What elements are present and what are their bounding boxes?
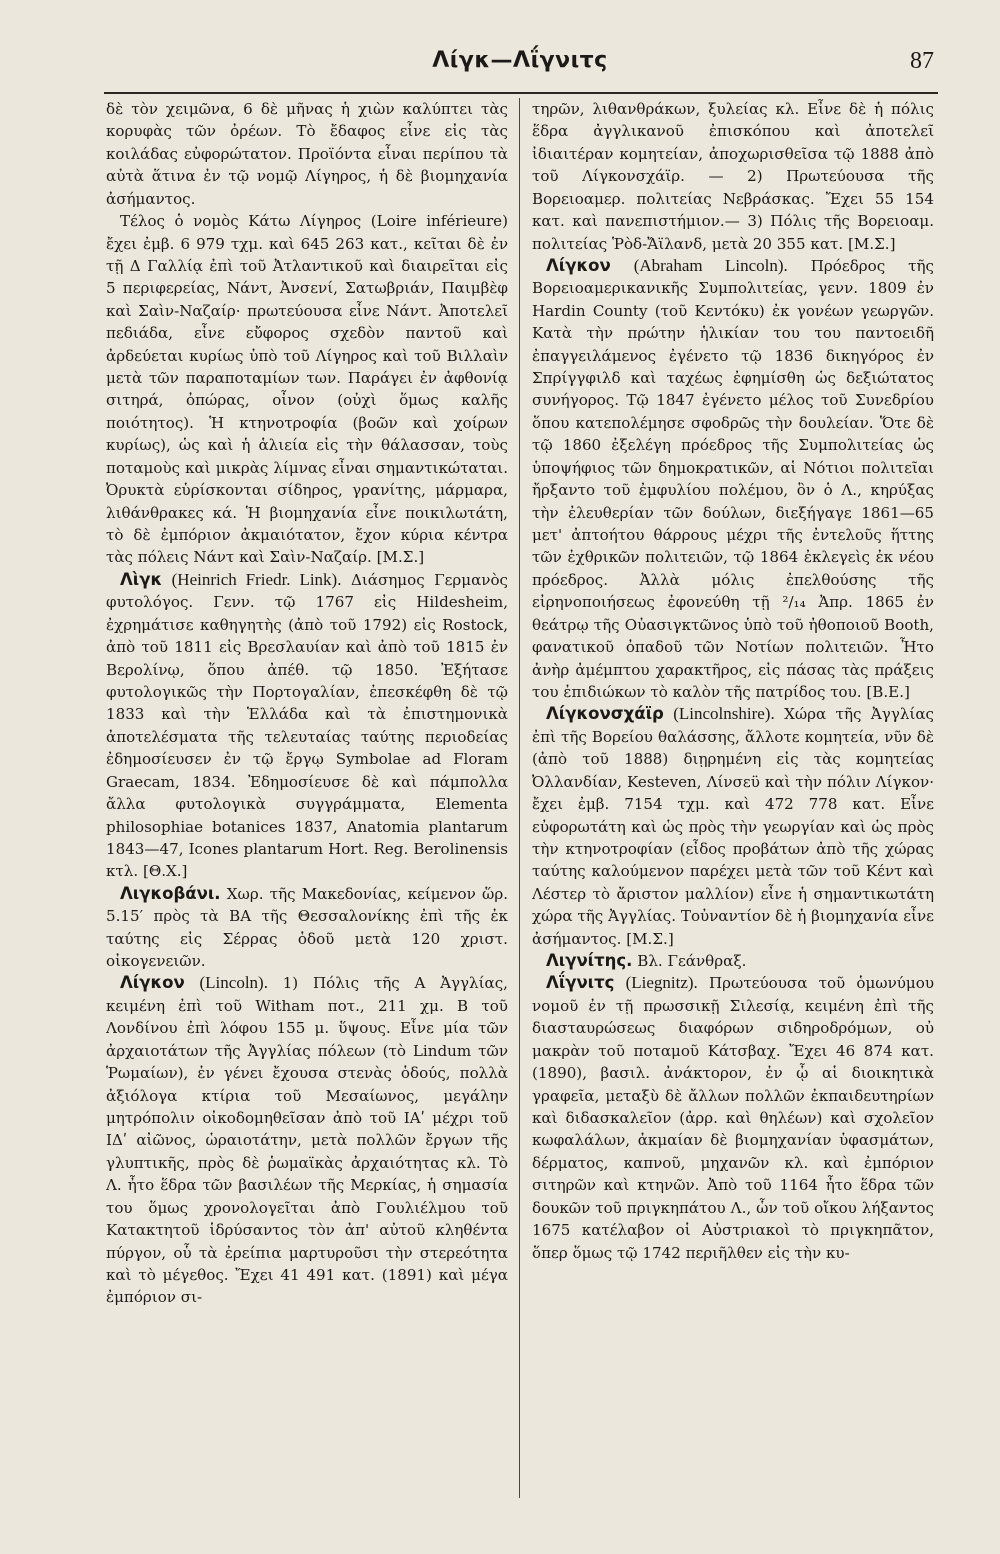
entry-headword: Λίγκον — [546, 255, 611, 275]
entry-text: Χώρα τῆς Ἀγγλίας ἐπὶ τῆς Βορείου θαλάσσης, ἄλλοτε κομητεία, νῦν δὲ (ἀπὸ τοῦ 1888) διῃρημένη εἰς τὰς κομητείας Ὀλλανδίαν, Kesteven, Λίνσεϋ καὶ τὴν πόλιν Λίγκον· ἔχει ἐμβ. 7154 τχμ. καὶ 472 778 κατ. Εἶνε εὐφορωτάτη καὶ ὡς πρὸς τὴν γεωργίαν καὶ ὡς πρὸς τὴν κτηνοτροφίαν (εἶδος προβάτων ἀπὸ τῆς χώρας ταύτης καλούμενον παρέχει μετὰ τῶν τοῦ Κέντ καὶ Λέστερ τὸ ἄριστον μαλλίον) εἶνε ἡ σημαντικωτάτη χώρα τῆς Ἀγγλίας. Τοὐναντίον δὲ ἡ βιομηχανία εἶνε ἀσήμαντος. [Μ.Σ.] — [532, 705, 934, 948]
entry-headword: Λιγκοβάνι. — [120, 883, 221, 903]
entry-latin-name: (Lincolnshire). — [673, 704, 775, 724]
entry-loire-inferieure: Τέλος ὁ νομὸς Κάτω Λίγηρος (Loire inférieure) ἔχει ἐμβ. 6 979 τχμ. καὶ 645 263 κατ., κεῖται δὲ ἐν τῇ Δ Γαλλίᾳ ἐπὶ τοῦ Ἀτλαντικοῦ καὶ διαιρεῖται εἰς 5 περιφερείας, Νάντ, Ἀνσενί, Σατωβριάν, Παιμβὲφ καὶ Σαὶν-Ναζαίρ· πρωτεύουσα εἶνε Νάντ. Ἀποτελεῖ πεδιάδα, εἶνε εὔφορος σχεδὸν παντοῦ καὶ ἀρδεύεται κυρίως ὑπὸ τοῦ Λίγηρος καὶ τοῦ Βιλλαὶν μετὰ τῶν παραποταμίων των. Παράγει ἐν ἀφθονίᾳ σιτηρά, ὀπώρας, οἶνον (οὐχὶ ὅμως καλῆς ποιότητος). Ἡ κτηνοτροφία (βοῶν καὶ χοίρων κυρίως), ὡς καὶ ἡ ἁλιεία εἰς τὴν θάλασσαν, τοὺς ποταμοὺς καὶ μικρὰς λίμνας εἶναι σημαντικώταται. Ὀρυκτὰ εὑρίσκονται σίδηρος, γρανίτης, μάρμαρα, λιθάνθρακες κά. Ἡ βιομηχανία εἶνε ποικιλωτάτη, τὸ δὲ ἐμπόριον ἀκμαιότατον, ἔχον κύρια κέντρα τὰς πόλεις Νάντ καὶ Σαὶν-Ναζαίρ. [Μ.Σ.] — [106, 212, 508, 567]
entry-headword: Λιγνίτης. — [546, 951, 633, 971]
entry-ligkovani — [106, 883, 508, 973]
entry-text: Βλ. Γεάνθραξ. — [637, 952, 747, 971]
running-head: Λίγκ—Λΐγνιτς — [432, 48, 608, 73]
entry-text: Χωρ. τῆς Μακεδονίας, κείμενον ὥρ. 5.15′ πρὸς τὰ ΒΑ τῆς Θεσσαλονίκης ἐπὶ τῆς ἐκ ταύτης εἰς Σέρρας ὁδοῦ μετὰ 120 χριστ. οἰκογενειῶν. — [106, 884, 508, 971]
entry-loire-continuation: δὲ τὸν χειμῶνα, 6 δὲ μῆνας ἡ χιὼν καλύπτει τὰς κορυφὰς τῶν ὀρέων. Τὸ ἔδαφος εἶνε εἰς τὰς κοιλάδας εὐφορώτατον. Προϊόντα εἶναι περίπου τὰ αὐτὰ ἅτινα ἐν τῷ νομῷ Λίγηρος, ἡ δὲ βιομηχανία ἀσήμαντος. — [106, 100, 508, 208]
right-column — [532, 98, 934, 1498]
left-column — [106, 98, 508, 1498]
entry-latin-name: (Lincoln). — [199, 973, 268, 993]
page-header — [100, 46, 940, 80]
entry-latin-name: (Liegnitz). — [625, 973, 698, 993]
page-number: 87 — [910, 48, 934, 74]
entry-lignitis — [532, 950, 934, 972]
column-divider — [519, 98, 520, 1498]
entry-headword: Λὶγκ — [120, 569, 163, 589]
entry-text: Πρωτεύουσα τοῦ ὁμωνύμου νομοῦ ἐν τῇ πρωσσικῇ Σιλεσίᾳ, κειμένη ἐπὶ τῆς διασταυρώσεως διαφόρων σιδηροδρόμων, οὐ μακρὰν τοῦ ποταμοῦ Κάτσβαχ. Ἔχει 46 874 κατ. (1890), βασιλ. ἀνάκτορον, ἐν ᾧ αἱ διοικητικὰ γραφεῖα, μεταξὺ δὲ ἄλλων πολλῶν ἐκπαιδευτηρίων καὶ διδασκαλεῖον (ἀρρ. καὶ θηλέων) καὶ σχολεῖον κωφαλάλων, ἀκμαίαν δὲ βιομηχανίαν ὑφασμάτων, δέρματος, καπνοῦ, μηχανῶν κλ. καὶ ἐμπόριον σιτηρῶν καὶ κτηνῶν. Ἀπὸ τοῦ 1164 ἦτο ἕδρα τῶν δουκῶν τοῦ πριγκηπάτου Λ., ὧν τοῦ οἴκου λήξαντος 1675 κατέλαβον οἱ Αὐστριακοὶ τὸ πριγκηπᾶτον, ὅπερ ὅμως τῷ 1742 περιῆλθεν εἰς τὴν κυ- — [532, 974, 934, 1262]
entry-text: 1) Πόλις τῆς Α Ἀγγλίας, κειμένη ἐπὶ τοῦ Witham ποτ., 211 χμ. Β τοῦ Λονδίνου ἐπὶ λόφου 155 μ. ὕψους. Εἶνε μία τῶν ἀρχαιοτάτων τῆς Ἀγγλίας πόλεων (τὸ Lindum τῶν Ῥωμαίων), ἐν γένει ἔχουσα στενὰς ὁδούς, πολλὰ ἀξιόλογα κτίρια τοῦ Μεσαίωνος, μεγάλην μητρόπολιν οἰκοδομηθεῖσαν ἀπὸ τοῦ ΙΑʹ μέχρι τοῦ ΙΔʹ αἰῶνος, ὡραιοτάτην, μετὰ πολλῶν ἔργων τῆς γλυπτικῆς, πρὸς δὲ ῥωμαϊκὰς ἀρχαιότητας κλ. Τὸ Λ. ἦτο ἕδρα τῶν βασιλέων τῆς Μερκίας, ἡ σημασία του ὅμως χρονολογεῖται ἀπὸ Γουλιέλμου τοῦ Κατακτητοῦ ἱδρύσαντος τὸν ἀπ' αὐτοῦ κληθέντα πύργον, οὗ τὰ ἐρείπια μαρτυροῦσι τὴν στερεότητα καὶ τὸ μέγεθος. Ἔχει 41 491 κατ. (1891) καὶ μέγα ἐμπόριον σι- — [106, 974, 508, 1307]
entry-liegnitz — [532, 972, 934, 1263]
entry-lincolnshire — [532, 703, 934, 950]
entry-text: Διάσημος Γερμανὸς φυτολόγος. Γενν. τῷ 1767 εἰς Hildesheim, ἐχρημάτισε καθηγητὴς (ἀπὸ τοῦ 1792) εἰς Rostock, ἀπὸ τοῦ 1811 εἰς Βρεσλαυίαν καὶ ἀπὸ τοῦ 1815 ἐν Βερολίνῳ, ὅπου ἀπέθ. τῷ 1850. Ἐξήτασε φυτολογικῶς τὴν Πορτογαλίαν, ἐπεσκέφθη δὲ τῷ 1833 καὶ τὴν Ἑλλάδα καὶ τὰ ἐπιστημονικὰ ἀποτελέσματα τῆς τελευταίας ταύτης περιοδείας ἐδημοσίευσεν ἐν τῷ ἔργῳ Symbolae ad Floram Graecam, 1834. Ἐδημοσίευσε δὲ καὶ πάμπολλα ἄλλα φυτολογικὰ συγγράμματα, Elementa philosophiae botanices 1837, Anatomia plantarum 1843—47, Icones plantarum Hort. Reg. Berolinensis κτλ. [Θ.Χ.] — [106, 570, 508, 881]
entry-latin-name: (Heinrich Friedr. Link). — [171, 569, 342, 589]
header-rule — [104, 92, 938, 94]
entry-abraham-lincoln — [532, 255, 934, 703]
entry-headword: Λίγκονσχάϊρ — [546, 704, 664, 724]
entry-lincoln-city-continuation: τηρῶν, λιθανθράκων, ξυλείας κλ. Εἶνε δὲ ἡ πόλις ἕδρα ἀγγλικανοῦ ἐπισκόπου καὶ ἀποτελεῖ ἰδιαιτέραν κομητείαν, ἀποχωρισθεῖσα τῷ 1888 ἀπὸ τοῦ Λίγκονσχάϊρ. — 2) Πρωτεύουσα τῆς Βορειοαμερ. πολιτείας Νεβράσκας. Ἔχει 55 154 κατ. καὶ πανεπιστήμιον.— 3) Πόλις τῆς Βορειοαμ. πολιτείας Ῥὸδ-Ἄϊλανδ, μετὰ 20 355 κατ. [Μ.Σ.] — [532, 100, 934, 253]
entry-text: Πρόεδρος τῆς Βορειοαμερικανικῆς Συμπολιτείας, γενν. 1809 ἐν Hardin County (τοῦ Κεντόκυ) ἐκ γονέων γεωργῶν. Κατὰ τὴν πρώτην ἡλικίαν του του παντοειδῆ ἐπαγγειλάμενος ἐγένετο τῷ 1836 δικηγόρος ἐν Σπρίγγφιλδ καὶ ταχέως ἐφημίσθη ὡς δεξιώτατος συνήγορος. Τῷ 1847 ἐγένετο μέλος τοῦ Συνεδρίου ὅπου κατεπολέμησε σφοδρῶς τὴν δουλείαν. Ὅτε δὲ τῷ 1860 ἐξελέγη πρόεδρος τῆς Συμπολιτείας ὡς ὑποψήφιος τῶν δημοκρατικῶν, αἱ Νότιοι πολιτεῖαι ἤρξαντο τοῦ ἐμφυλίου πολέμου, ὃν ὁ Λ., κηρύξας τὴν ἐλευθερίαν τῶν δούλων, διεξήγαγε 1861—65 μετ' ἀπτοήτου θάρρους μέχρι τῆς ἐντελοῦς ἥττης τῶν ἐχθρικῶν πολιτειῶν, τῷ 1864 ἐκλεγεὶς ἐκ νέου πρόεδρος. Ἀλλὰ μόλις ἐπελθούσης τῆς εἰρηνοποιήσεως ἐφονεύθη τῇ ²/₁₄ Ἀπρ. 1865 ἐν θεάτρῳ τῆς Οὐασιγκτῶνος ὑπὸ τοῦ ἠθοποιοῦ Booth, φανατικοῦ ὀπαδοῦ τῶν Νοτίων πολιτειῶν. Ἦτο ἀνὴρ ἀμέμπτου χαρακτῆρος, εἰς πάσας τὰς πράξεις του ἐπιδιώκων τὸ καλὸν τῆς πατρίδος του. [Β.Ε.] — [532, 256, 934, 701]
entry-lincoln-city — [106, 972, 508, 1308]
entry-latin-name: (Abraham Lincoln). — [633, 255, 788, 275]
entry-link — [106, 569, 508, 883]
entry-headword: Λΐγνιτς — [546, 973, 615, 993]
entry-headword: Λίγκον — [120, 973, 185, 993]
